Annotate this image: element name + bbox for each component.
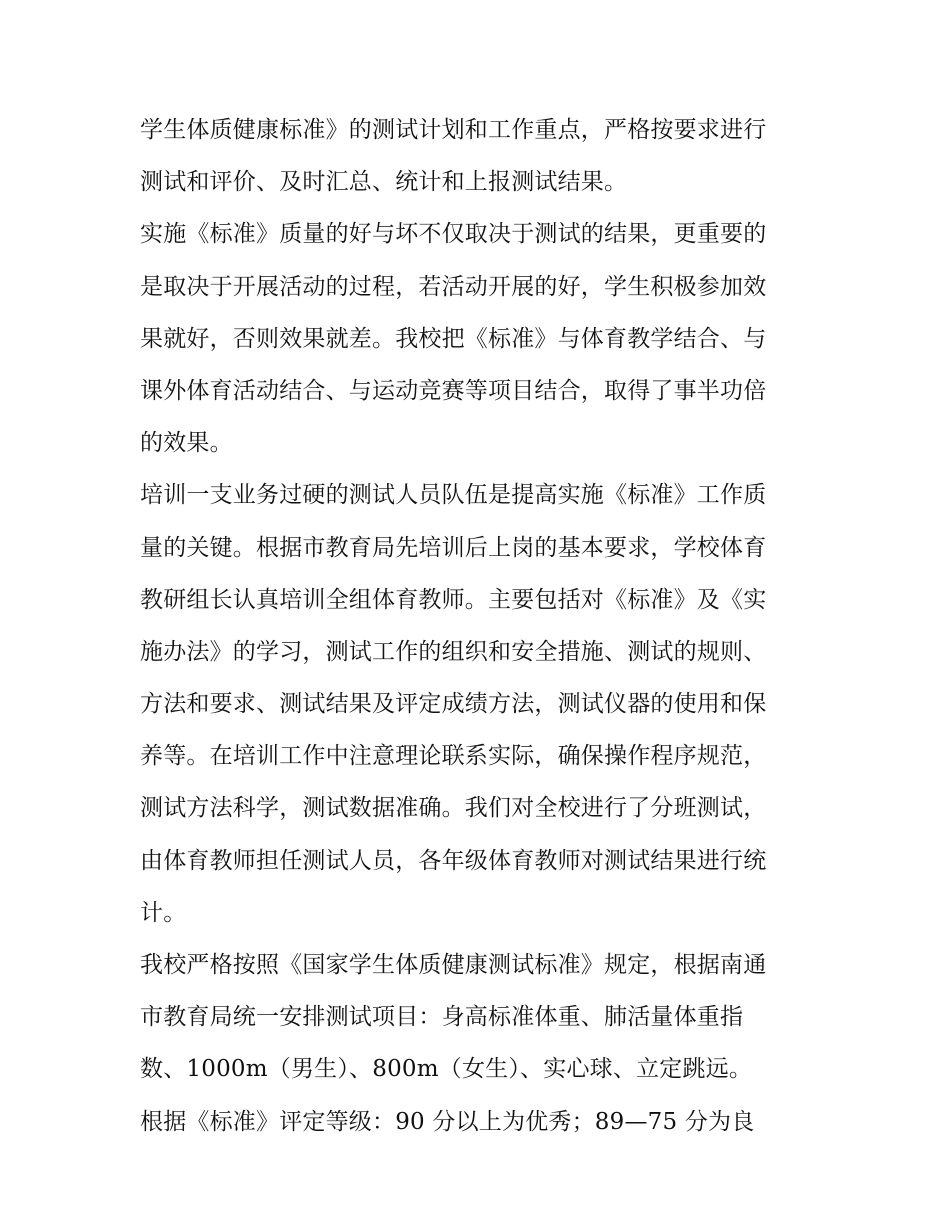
text-line: 根据《标准》评定等级：90 分以上为优秀；89—75 分为良: [140, 1108, 755, 1135]
text-line: 我校严格按照《国家学生体质健康测试标准》规定，根据南通: [140, 952, 767, 978]
text-line: 课外体育活动结合、与运动竞赛等项目结合，取得了事半功倍: [140, 377, 767, 404]
text-line: 培训一支业务过硬的测试人员队伍是提高实施《标准》工作质: [140, 482, 767, 509]
text-line: 的效果。: [140, 430, 233, 457]
text-line: 果就好，否则效果就差。我校把《标准》与体育教学结合、与: [140, 325, 767, 352]
text-line: 施办法》的学习，测试工作的组织和安全措施、测试的规则、: [140, 638, 767, 665]
document-body: [140, 104, 820, 1148]
text-line: 养等。在培训工作中注意理论联系实际，确保操作程序规范，: [140, 743, 767, 770]
text-line: 测试和评价、及时汇总、统计和上报测试结果。: [140, 169, 628, 196]
text-line: 是取决于开展活动的过程，若活动开展的好，学生积极参加效: [140, 273, 767, 300]
text-line: 数、1000m（男生）、800m（女生）、实心球、立定跳远。: [140, 1056, 753, 1083]
text-line: 由体育教师担任测试人员，各年级体育教师对测试结果进行统: [140, 847, 767, 874]
text-line: 测试方法科学，测试数据准确。我们对全校进行了分班测试，: [140, 795, 767, 822]
text-line: 市教育局统一安排测试项目：身高标准体重、肺活量体重指: [140, 1004, 744, 1031]
text-line: 量的关键。根据市教育局先培训后上岗的基本要求，学校体育: [140, 534, 767, 561]
text-line: 实施《标准》质量的好与坏不仅取决于测试的结果，更重要的: [140, 221, 767, 248]
text-line: 计。: [140, 899, 187, 926]
text-line: 教研组长认真培训全组体育教师。主要包括对《标准》及《实: [140, 586, 767, 613]
text-line: 学生体质健康标准》的测试计划和工作重点，严格按要求进行: [140, 117, 767, 143]
text-line: 方法和要求、测试结果及评定成绩方法，测试仪器的使用和保: [140, 691, 767, 718]
